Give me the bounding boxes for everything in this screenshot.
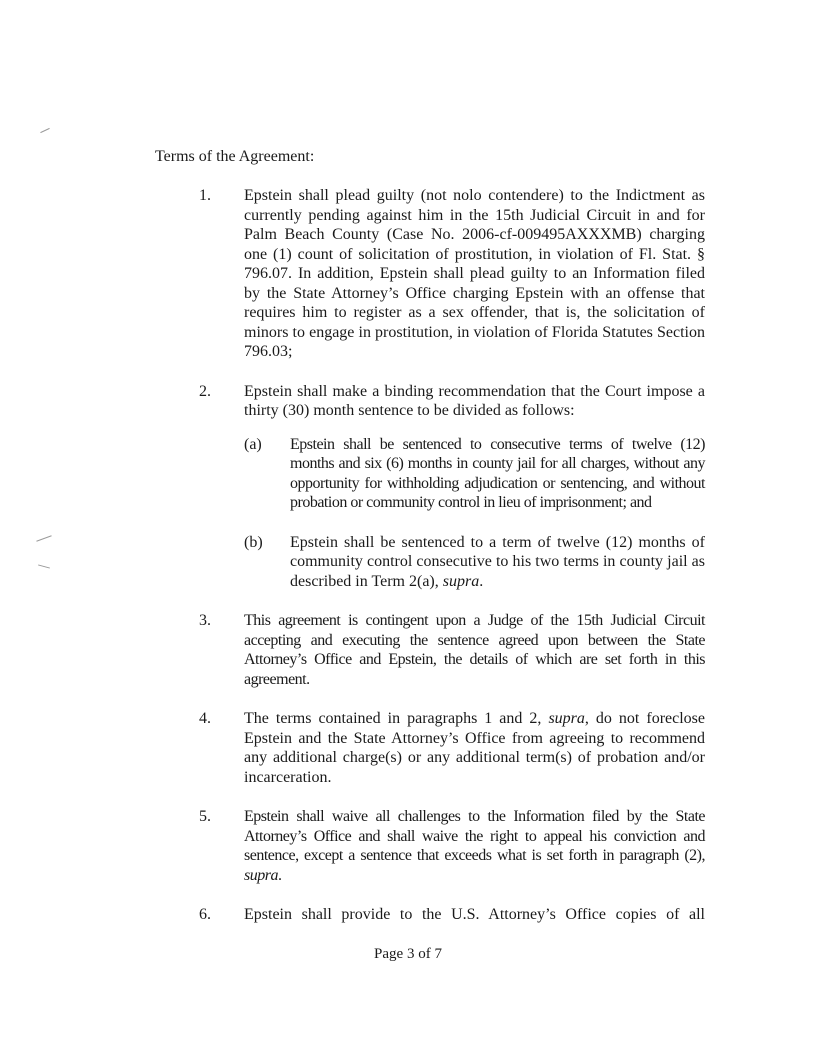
- term-number: 5.: [199, 808, 211, 825]
- term-text: [244, 807, 705, 885]
- term-text: This agreement is contingent upon a Judge of the 15th Judicial Circuit accepting and executing the sentence agreed upon between the State Attorney’s Office and Epstein, the details of which are set forth in this agreement.: [244, 612, 705, 688]
- subterm-label: (b): [244, 533, 263, 551]
- scan-artifact: [36, 535, 51, 541]
- term-item-2: [155, 382, 705, 592]
- term-item-6: [155, 905, 705, 925]
- term-text: Epstein shall plead guilty (not nolo contendere) to the Indictment as currently pending against him in the 15th Judicial Circuit in and for Palm Beach County (Case No. 2006-cf-009495AXXXMB) charging one (1) count of solicitation of prostitution, in violation of Fl. Stat. § 796.07. In addition, Epstein shall plead guilty to an Information filed by the State Attorney’s Office charging Epstein with an offense that requires him to register as a sex offender, that is, the solicitation of minors to engage in prostitution, in violation of Florida Statutes Section 796.03;: [244, 187, 705, 360]
- term-text-part: The terms contained in paragraphs 1 and 2,: [244, 710, 549, 727]
- term-text-part: Epstein shall waive all challenges to the Information filed by the State Attorney’s Office and shall waive the right to appeal his conviction and sentence, except a sentence that exceeds what is set forth in paragraph (2),: [244, 808, 705, 864]
- subterm-label: (a): [244, 435, 262, 453]
- term-text-end: , do not foreclose Epstein and the State Attorney’s Office from agreeing to recommend any additional charge(s) or any additional term(s) of probation and/or incarceration.: [244, 710, 705, 786]
- term-number: 1.: [199, 187, 211, 204]
- scan-artifact: [40, 128, 49, 133]
- term-text: Epstein shall make a binding recommendation that the Court impose a thirty (30) month sentence to be divided as follows:: [244, 382, 705, 419]
- subterm-text: Epstein shall be sentenced to consecutive terms of twelve (12) months and six (6) months in county jail for all charges, without any opportunity for withholding adjudication or sentencing, and without probation or community control in lieu of imprisonment; and: [290, 435, 705, 511]
- citation-supra: supra: [548, 710, 585, 727]
- term-text: Epstein shall provide to the U.S. Attorney’s Office copies of all: [244, 906, 705, 923]
- subterm-b: [244, 533, 705, 592]
- term-text: [244, 709, 705, 787]
- term-item-4: [155, 709, 705, 787]
- page-number: Page 3 of 7: [374, 946, 442, 962]
- term-text-end: .: [277, 866, 282, 884]
- subterm-text-part: Epstein shall be sentenced to a term of twelve (12) months of community control consecutive to his two terms in county jail as described in Term 2(a),: [290, 533, 705, 590]
- term-number: 2.: [199, 382, 211, 400]
- subterm-a: [244, 435, 705, 513]
- term-item-5: [155, 807, 705, 885]
- term-number: 3.: [199, 612, 211, 629]
- subterm-text-end: .: [479, 572, 484, 590]
- term-number: 6.: [199, 906, 211, 923]
- subterm-text: [290, 533, 705, 592]
- citation-supra: supra: [442, 572, 480, 590]
- term-item-3: [155, 611, 705, 689]
- terms-list: [155, 186, 705, 925]
- term-item-1: [155, 186, 705, 362]
- citation-supra: supra: [244, 866, 278, 884]
- term-number: 4.: [199, 710, 211, 727]
- scan-artifact: [38, 564, 50, 568]
- section-heading: Terms of the Agreement:: [155, 148, 315, 165]
